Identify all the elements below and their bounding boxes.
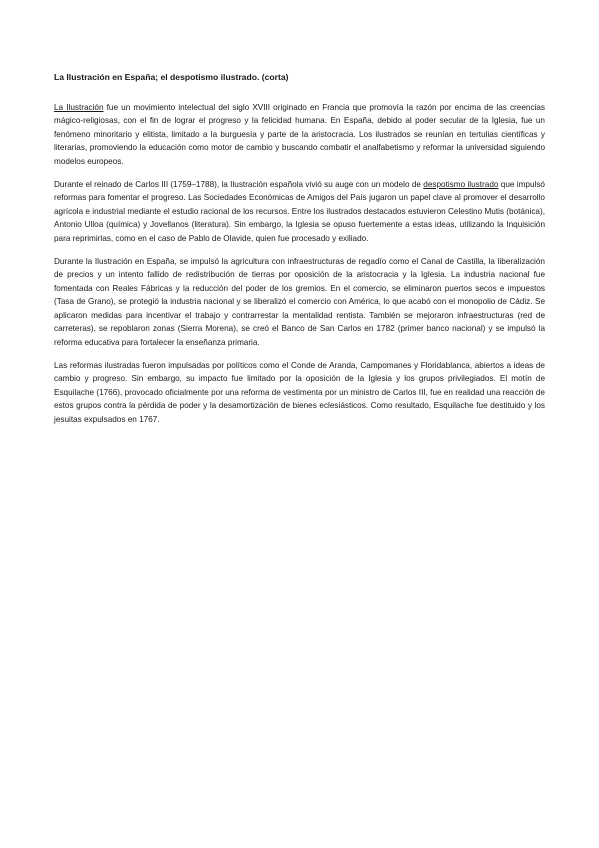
paragraph-text: Durante la Ilustración en España, se impulsó la agricultura con infraestructuras de regadío como el Canal de Castilla, la liberalización de precios y un intento fallido de redistribución de tierras por oposición de la aristocracia y la Iglesia. La industria nacional fue fomentada con Reales Fábricas y la reducción del poder de los gremios. En el comercio, se eliminaron puertos secos e impuestos (Tasa de Grano), se protegió la industria nacional y se liberalizó el comercio con América, lo que acabó con el monopolio de Cádiz. Se aplicaron medidas para incentivar el trabajo y contrarrestar la mentalidad rentista. También se mejoraron infraestructuras (red de carreteras), se repoblaron zonas (Sierra Morena), se creó el Banco de San Carlos en 1782 (primer banco nacional) y se impulsó la reforma educativa para fortalecer la enseñanza primaria. <box>54 257 545 347</box>
paragraph-2 <box>54 178 545 245</box>
paragraph-4 <box>54 359 545 426</box>
paragraph-3 <box>54 255 545 349</box>
document-body <box>54 72 545 436</box>
paragraph-text: fue un movimiento intelectual del siglo XVIII originado en Francia que promovía la razón por encima de las creencias mágico-religiosas, con el fin de lograr el progreso y la felicidad humana. En España, debido al poder secular de la Iglesia, fue un fenómeno minoritario y elitista, limitado a la burguesía y parte de la aristocracia. Los ilustrados se reunían en tertulias científicas y literarias, promoviendo la educación como motor de cambio y buscando combatir el analfabetismo y reformar la universidad siguiendo modelos europeos. <box>54 103 546 166</box>
paragraph-text: Durante el reinado de Carlos III (1759–1788), la Ilustración española vivió su auge con un modelo de <box>54 180 424 190</box>
term-ilustracion: La Ilustración <box>54 103 104 112</box>
paragraph-text: Las reformas ilustradas fueron impulsadas por políticos como el Conde de Aranda, Campomanes y Floridablanca, abiertos a ideas de cambio y progreso. Sin embargo, su impacto fue limitado por la oposición de la Iglesia y los grupos privilegiados. El motín de Esquilache (1766), provocado oficialmente por una reforma de vestimenta por un ministro de Carlos III, fue en realidad una reacción de estos grupos contra la pérdida de poder y la desamortización de bienes eclesiásticos. Como resultado, Esquilache fue destituido y los jesuitas expulsados en 1767. <box>54 360 545 424</box>
term-despotismo-ilustrado: despotismo ilustrado <box>423 180 499 190</box>
paragraph-text: que impulsó reformas para fomentar el progreso. Las Sociedades Económicas de Amigos del País jugaron un papel clave al promover el desarrollo agrícola e industrial mediante el estudio racional de los recursos. Entre los ilustrados destacados estuvieron Celestino Mutis (botánica), Antonio Ulloa (química) y Jovellanos (literatura). Sin embargo, la Iglesia se opuso fuertemente a estas ideas, utilizando la Inquisición para reprimirlas, como en el caso de Pablo de Olavide, quien fue procesado y exiliado. <box>54 180 545 243</box>
paragraph-1 <box>54 101 545 168</box>
document-title: La Ilustración en España; el despotismo ilustrado. (corta) <box>54 72 289 82</box>
